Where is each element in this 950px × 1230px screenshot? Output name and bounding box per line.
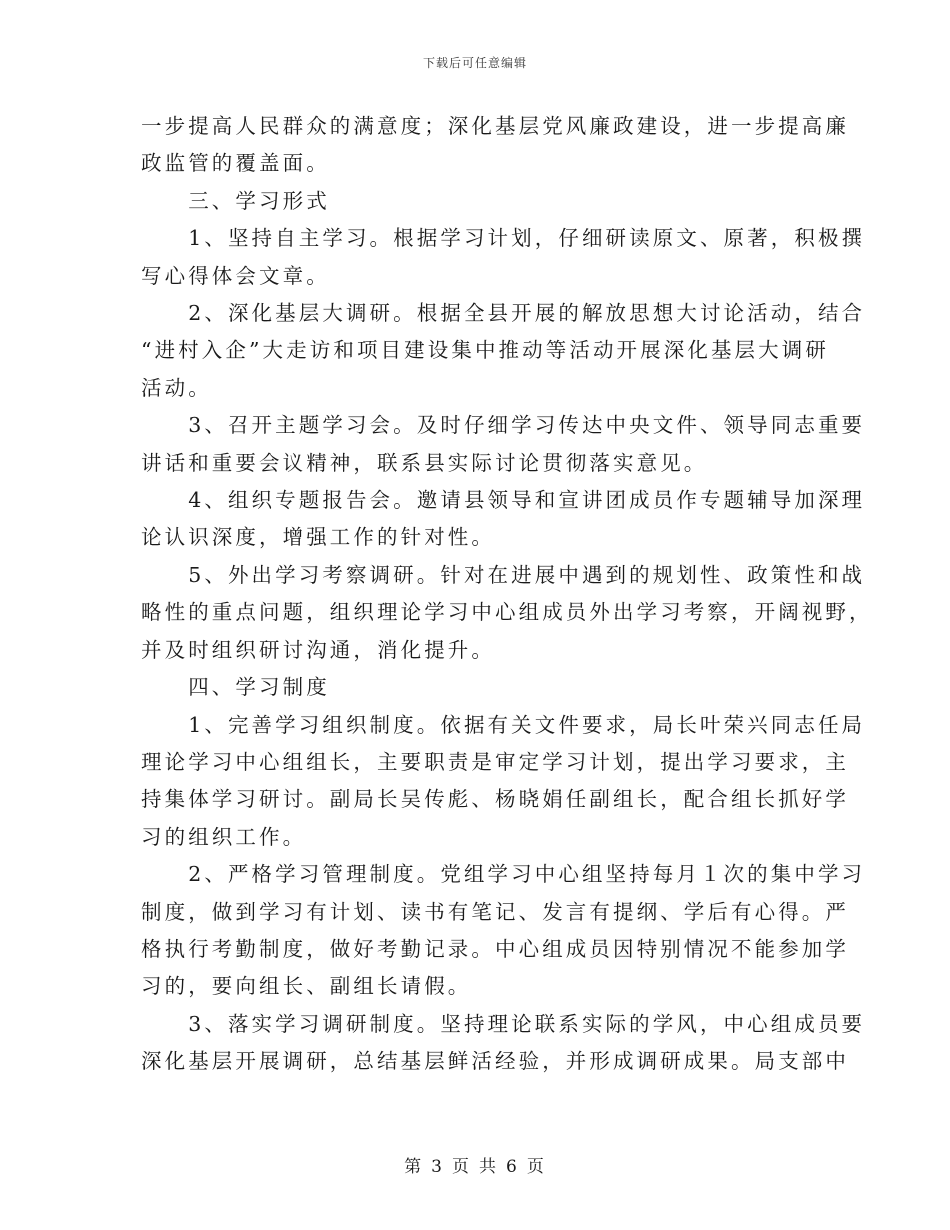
text-line: 1、完善学习组织制度。依据有关文件要求，局长叶荣兴同志任局 xyxy=(141,712,866,737)
text-line: 5、外出学习考察调研。针对在进展中遇到的规划性、政策性和战 xyxy=(141,562,866,587)
text-line: 并及时组织研讨沟通，消化提升。 xyxy=(141,637,495,662)
total-label: 共 xyxy=(479,1157,498,1177)
total-pages-number: 6 xyxy=(506,1157,519,1177)
page-label-suffix: 页 xyxy=(526,1157,546,1177)
header-note: 下载后可任意编辑 xyxy=(422,56,527,70)
text-line: 2、严格学习管理制度。党组学习中心组坚持每月１次的集中学习 xyxy=(141,862,866,887)
text-line: 制度，做到学习有计划、读书有笔记、发言有提纲、学后有心得。严 xyxy=(141,899,849,924)
body-text xyxy=(141,108,873,1081)
text-line: 一步提高人民群众的满意度；深化基层党风廉政建设，进一步提高廉 xyxy=(141,114,849,138)
current-page-number: 3 xyxy=(431,1157,444,1177)
text-line: 理论学习中心组组长，主要职责是审定学习计划，提出学习要求，主 xyxy=(141,749,849,774)
text-line: 3、召开主题学习会。及时仔细学习传达中央文件、领导同志重要 xyxy=(141,413,866,438)
section-heading-study-form: 三、学习形式 xyxy=(141,188,330,213)
text-line: 格执行考勤制度，做好考勤记录。中心组成员因特别情况不能参加学 xyxy=(141,936,849,961)
text-line: 写心得体会文章。 xyxy=(141,263,330,288)
text-line: 2、深化基层大调研。根据全县开展的解放思想大讨论活动，结合 xyxy=(141,301,866,326)
text-line: 3、落实学习调研制度。坚持理论联系实际的学风，中心组成员要 xyxy=(141,1011,866,1036)
text-line: 论认识深度，增强工作的针对性。 xyxy=(141,525,495,550)
page-label-prefix: 第 xyxy=(404,1157,424,1177)
text-line: 略性的重点问题，组织理论学习中心组成员外出学习考察，开阔视野， xyxy=(141,600,873,625)
text-line: 深化基层开展调研，总结基层鲜活经验，并形成调研成果。局支部中 xyxy=(141,1049,849,1074)
text-line: 政监管的覆盖面。 xyxy=(141,151,330,176)
text-line: 4、组织专题报告会。邀请县领导和宣讲团成员作专题辅导加深理 xyxy=(141,488,866,513)
page-footer xyxy=(0,1152,950,1177)
text-line: 习的，要向组长、副组长请假。 xyxy=(141,974,472,999)
text-line: 习的组织工作。 xyxy=(141,824,307,849)
text-line: 讲话和重要会议精神，联系县实际讨论贯彻落实意见。 xyxy=(141,450,708,475)
text-line: 活动。 xyxy=(141,375,212,400)
text-line: “进村入企”大走访和项目建设集中推动等活动开展深化基层大调研 xyxy=(141,338,829,363)
text-line: 1、坚持自主学习。根据学习计划，仔细研读原文、原著，积极撰 xyxy=(141,226,866,251)
section-heading-study-system: 四、学习制度 xyxy=(141,675,330,700)
page-label-mid: 页 xyxy=(452,1157,471,1177)
text-line: 持集体学习研讨。副局长吴传彪、杨晓娟任副组长，配合组长抓好学 xyxy=(141,787,849,812)
document-body xyxy=(141,108,873,1081)
